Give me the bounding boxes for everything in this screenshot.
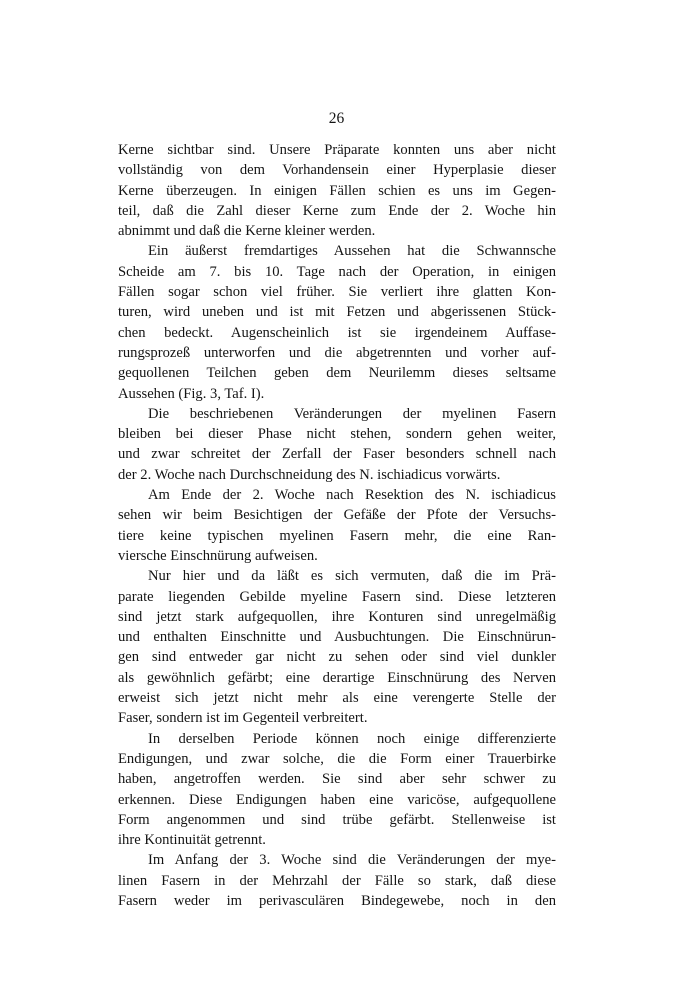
text-line: Im Anfang der 3. Woche sind die Veränderungen der mye- — [148, 852, 556, 869]
text-line: gen sind entweder gar nicht zu sehen oder sind viel dunkler — [118, 649, 556, 666]
text-line: gequollenen Teilchen geben dem Neurilemm dieses seltsame — [118, 365, 556, 382]
text-line: Aussehen (Fig. 3, Taf. I). — [118, 385, 265, 402]
text-line: und enthalten Einschnitte und Ausbuchtungen. Die Einschnürun- — [118, 629, 556, 646]
text-line: linen Fasern in der Mehrzahl der Fälle so stark, daß diese — [118, 872, 556, 889]
text-line: tiere keine typischen myelinen Fasern mehr, die eine Ran- — [118, 527, 556, 544]
text-line: Nur hier und da läßt es sich vermuten, daß die im Prä- — [148, 568, 556, 585]
page-number: 26 — [328, 110, 345, 127]
text-line: vollständig von dem Vorhandensein einer Hyperplasie dieser — [118, 162, 556, 179]
text-line: turen, wird uneben und ist mit Fetzen und abgerissenen Stück- — [118, 304, 556, 321]
text-line: haben, angetroffen werden. Sie sind aber sehr schwer zu — [118, 771, 556, 788]
text-line: parate liegenden Gebilde myeline Fasern sind. Diese letzteren — [118, 588, 556, 605]
text-line: der 2. Woche nach Durchschneidung des N. ischiadicus vorwärts. — [118, 466, 501, 483]
text-line: Form angenommen und sind trübe gefärbt. Stellenweise ist — [118, 811, 556, 828]
text-line: Kerne sichtbar sind. Unsere Präparate konnten uns aber nicht — [118, 142, 556, 158]
text-line: Fasern weder im perivasculären Bindegewebe, noch in den — [118, 892, 556, 909]
text-line: Die beschriebenen Veränderungen der myelinen Fasern — [148, 405, 556, 422]
text-line: Faser, sondern ist im Gegenteil verbreitert. — [118, 710, 368, 727]
text-line: teil, daß die Zahl dieser Kerne zum Ende der 2. Woche hin — [118, 202, 556, 219]
text-line: Scheide am 7. bis 10. Tage nach der Operation, in einigen — [118, 263, 556, 280]
text-line: erweist sich jetzt nicht mehr als eine verengerte Stelle der — [118, 690, 556, 707]
text-line: viersche Einschnürung aufweisen. — [118, 547, 318, 564]
text-line: erkennen. Diese Endigungen haben eine varicöse, aufgequollene — [118, 791, 556, 808]
text-line: als gewöhnlich gefärbt; eine derartige Einschnürung des Nerven — [118, 669, 556, 686]
text-line: Ein äußerst fremdartiges Aussehen hat die Schwannsche — [148, 243, 556, 260]
text-line: rungsprozeß unterworfen und die abgetrennten und vorher auf- — [118, 344, 556, 361]
text-line: sind jetzt stark aufgequollen, ihre Konturen sind unregelmäßig — [118, 608, 556, 625]
text-line: Am Ende der 2. Woche nach Resektion des N. ischiadicus — [148, 487, 556, 504]
text-line: In derselben Periode können noch einige differenzierte — [148, 730, 556, 747]
text-line: bleiben bei dieser Phase nicht stehen, sondern gehen weiter, — [118, 426, 556, 443]
text-line: sehen wir beim Besichtigen der Gefäße der Pfote der Versuchs- — [118, 507, 556, 524]
text-line: Kerne überzeugen. In einigen Fällen schien es uns im Gegen- — [118, 182, 556, 199]
text-line: chen bedeckt. Augenscheinlich ist sie irgendeinem Auffase- — [118, 324, 556, 341]
text-line: und zwar schreitet der Zerfall der Faser besonders schnell nach — [118, 446, 556, 463]
text-line: ihre Kontinuität getrennt. — [118, 832, 266, 849]
text-line: Endigungen, und zwar solche, die die Form einer Trauerbirke — [118, 750, 556, 767]
body-text — [118, 140, 556, 911]
text-line: abnimmt und daß die Kerne kleiner werden. — [118, 223, 376, 240]
text-line: Fällen sogar schon viel früher. Sie verliert ihre glatten Kon- — [118, 284, 556, 301]
